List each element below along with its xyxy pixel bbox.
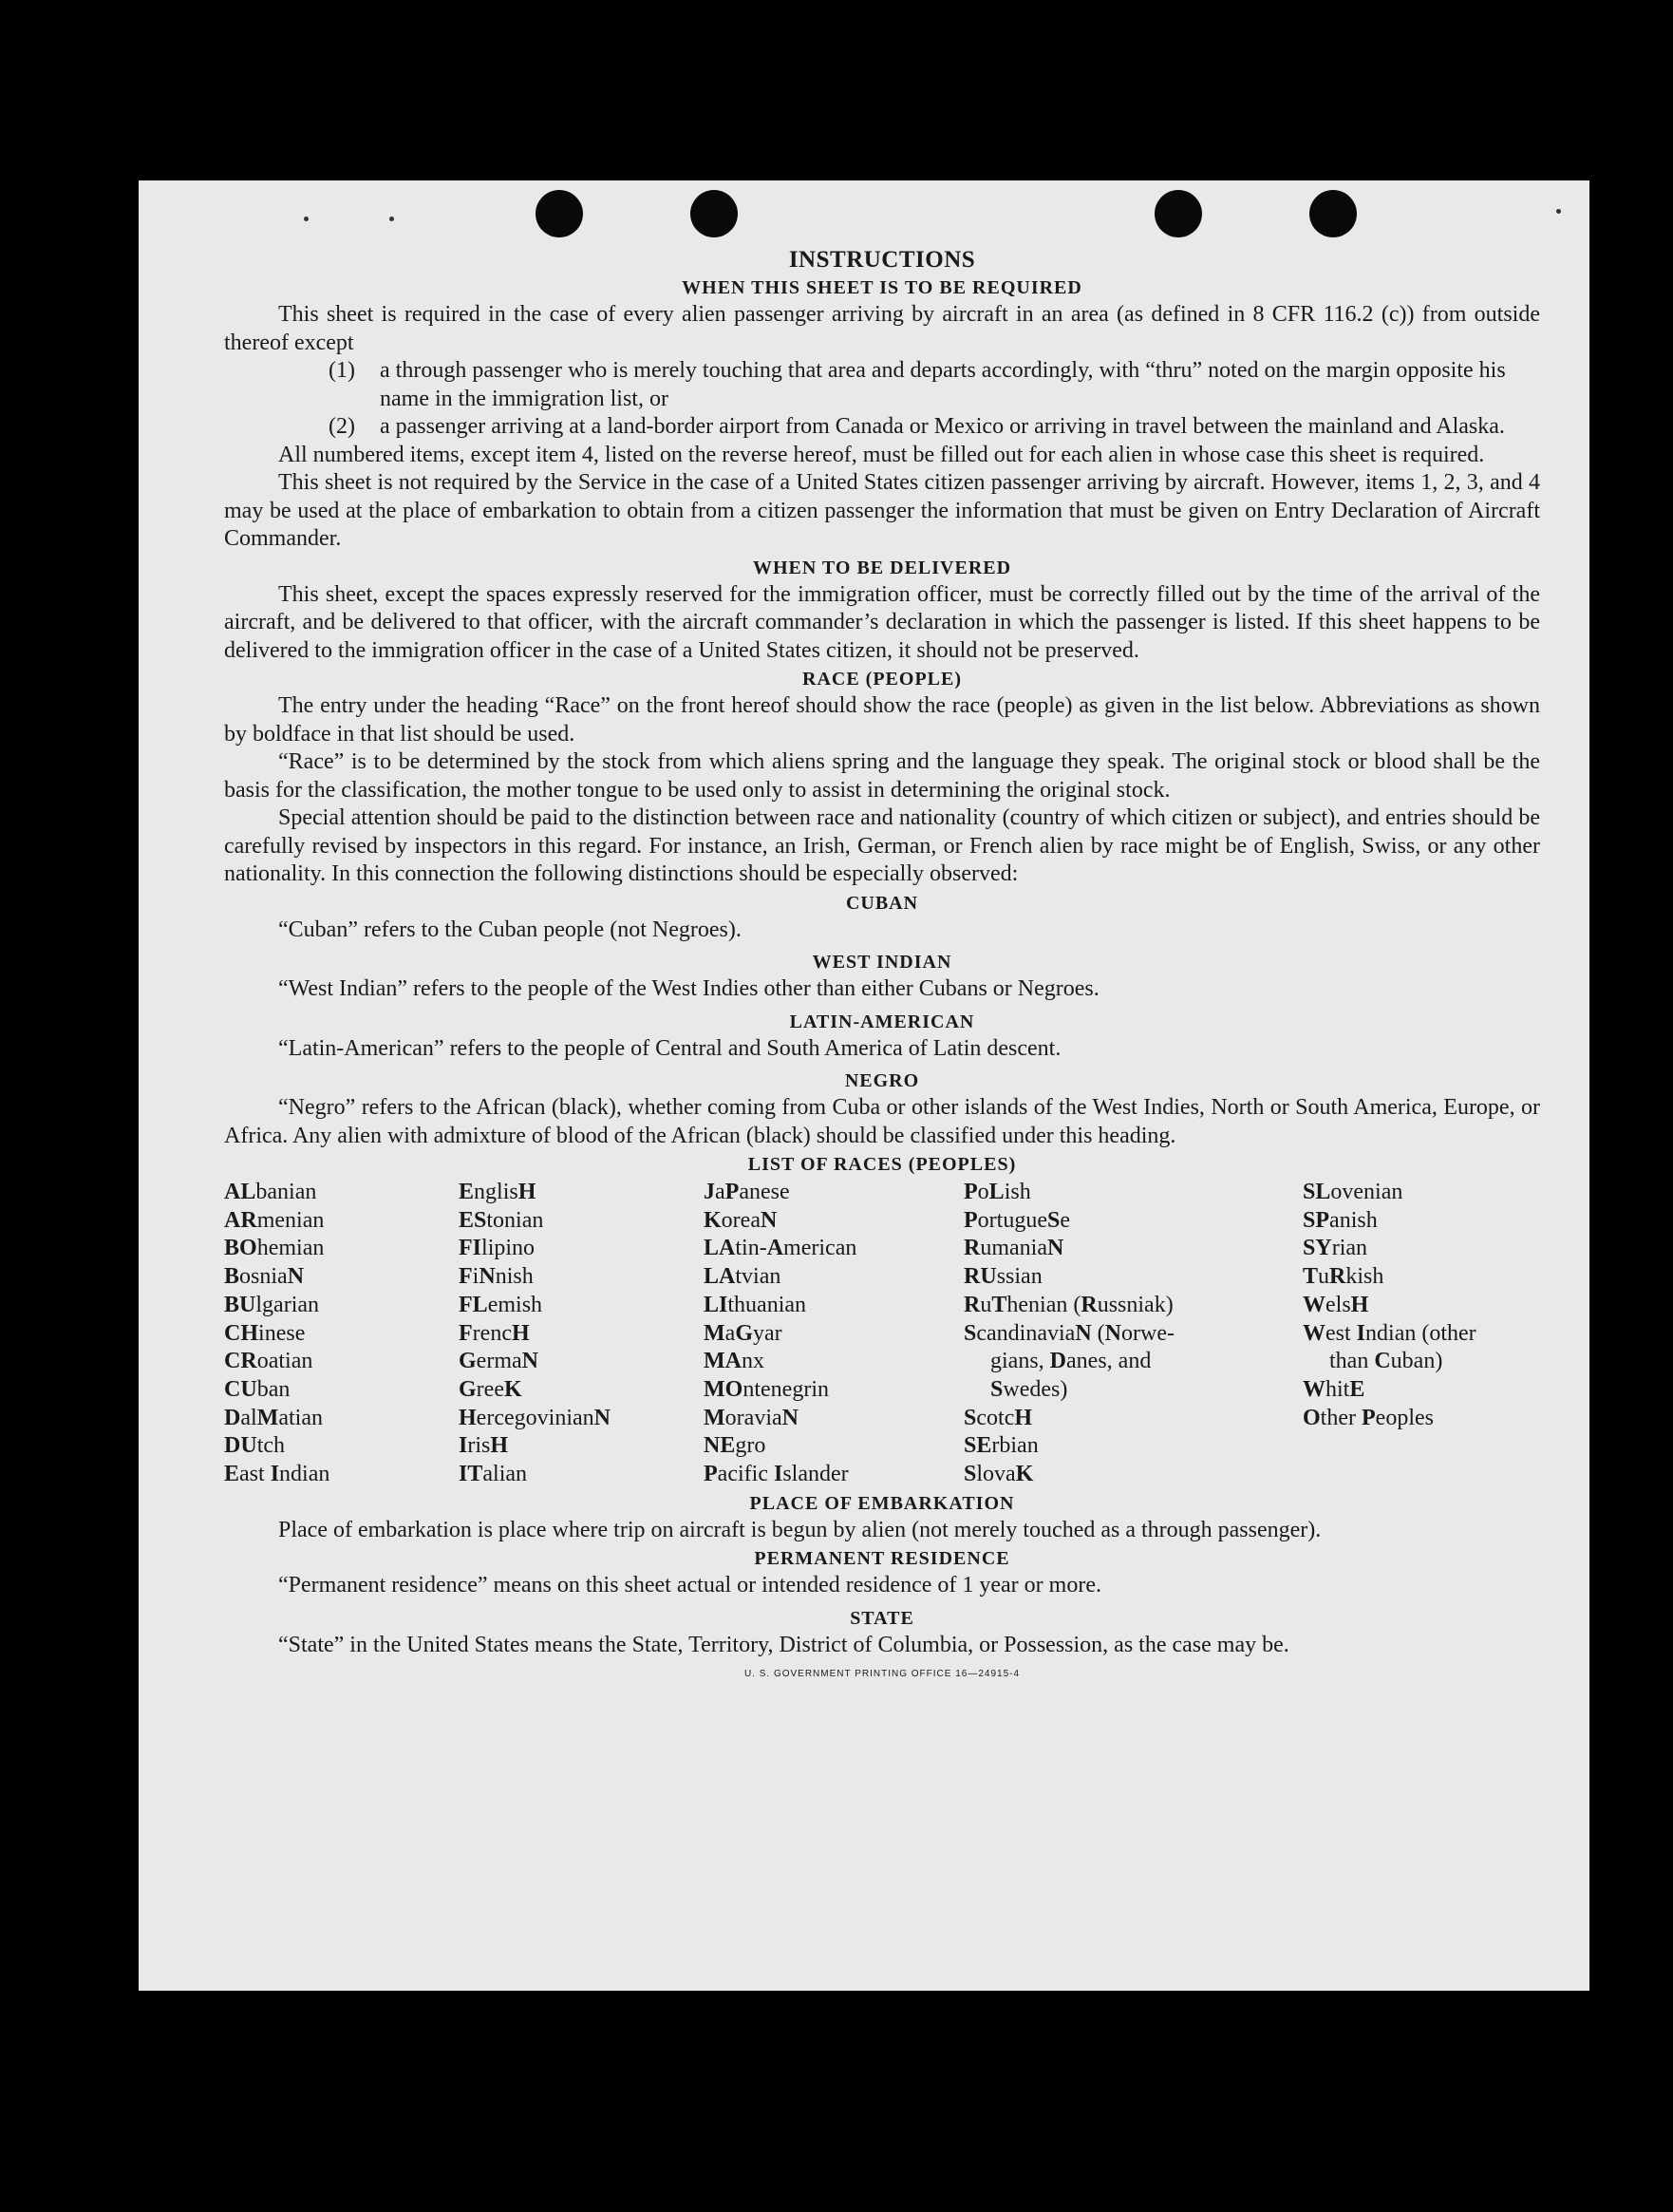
race-item: GermaN xyxy=(459,1349,538,1374)
section-heading: PERMANENT RESIDENCE xyxy=(754,1548,1010,1570)
paragraph: Place of embarkation is place where trip on aircraft is begun by alien (not merely touched as a through passenger). xyxy=(278,1517,1322,1542)
speck xyxy=(389,217,394,221)
section-heading: PLACE OF EMBARKATION xyxy=(749,1492,1015,1514)
race-item: BOhemian xyxy=(224,1236,325,1261)
section-heading: WEST INDIAN xyxy=(812,952,952,973)
race-item: KoreaN xyxy=(704,1207,778,1233)
section-heading: STATE xyxy=(850,1607,914,1629)
race-list xyxy=(224,1179,1540,1489)
race-item: CRoatian xyxy=(224,1349,313,1374)
punch-hole xyxy=(536,190,583,237)
race-item: BosniaN xyxy=(224,1264,305,1290)
item-number: (1) xyxy=(329,358,355,383)
race-item: East Indian xyxy=(224,1462,330,1487)
race-item: MaGyar xyxy=(704,1320,782,1346)
race-item: FrencH xyxy=(459,1320,530,1346)
list-item xyxy=(329,413,1540,442)
race-item: JaPanese xyxy=(704,1180,790,1204)
paragraph: This sheet is required in the case of every alien passenger arriving by aircraft in an area (as defined in 8 CFR 116.2 (c)) from outside thereof except xyxy=(224,302,1540,355)
race-item: LAtvian xyxy=(704,1264,781,1290)
race-item: DalMatian xyxy=(224,1405,323,1430)
race-item: ARmenian xyxy=(224,1207,325,1233)
race-item: RumaniaN xyxy=(964,1236,1064,1261)
punch-hole xyxy=(1309,190,1357,237)
punch-hole xyxy=(1155,190,1202,237)
section-heading: WHEN TO BE DELIVERED xyxy=(752,557,1012,578)
document-sheet xyxy=(139,180,1589,1991)
race-item: TuRkish xyxy=(1303,1264,1384,1290)
section-heading: LIST OF RACES (PEOPLES) xyxy=(747,1154,1017,1175)
definition-text: “Latin-American” refers to the people of Central and South America of Latin descent. xyxy=(278,1035,1062,1061)
race-column xyxy=(224,1179,459,1489)
race-item: SLovenian xyxy=(1303,1180,1403,1204)
race-item: PoLish xyxy=(964,1180,1031,1204)
paragraph: “Negro” refers to the African (black), whether coming from Cuba or other islands of the West Indies, North or South America, Europe, or Africa. Any alien with admixture of blood of the African (black) should be classified under this heading. xyxy=(224,1095,1540,1148)
race-item: EStonian xyxy=(459,1207,544,1233)
item-text: a passenger arriving at a land-border airport from Canada or Mexico or arriving in travel between the mainland and Alaska. xyxy=(380,414,1505,439)
race-column xyxy=(1303,1179,1540,1489)
section-heading: CUBAN xyxy=(845,892,919,914)
paragraph: “State” in the United States means the State, Territory, District of Columbia, or Possession, as the case may be. xyxy=(278,1632,1289,1657)
paragraph: This sheet, except the spaces expressly reserved for the immigration officer, must be correctly filled out by the time of the arrival of the aircraft, and be delivered to that officer, with the aircraft commander’s declaration in which the passenger is listed. If this sheet happens to be delivered to the immigration officer in the case of a United States citizen, it should not be preserved. xyxy=(224,581,1540,663)
race-item-continued: gians, Danes, and xyxy=(990,1349,1152,1374)
paragraph: This sheet is not required by the Service in the case of a United States citizen passenger arriving by aircraft. However, items 1, 2, 3, and 4 may be used at the place of embarkation to obtain from a citizen passenger the information that must be given on Entry Declaration of Aircraft Commander. xyxy=(224,470,1540,551)
page-title: INSTRUCTIONS xyxy=(788,247,976,273)
race-item: LIthuanian xyxy=(704,1292,807,1317)
race-item-continued: Swedes) xyxy=(990,1376,1068,1402)
race-item: RUssian xyxy=(964,1264,1043,1290)
item-number: (2) xyxy=(329,414,355,439)
race-item: SPanish xyxy=(1303,1207,1378,1233)
race-item: DUtch xyxy=(224,1433,286,1459)
race-item: IrisH xyxy=(459,1433,509,1459)
printer-imprint: U. S. GOVERNMENT PRINTING OFFICE 16—24915-4 xyxy=(743,1669,1021,1680)
race-item: ITalian xyxy=(459,1462,528,1487)
race-item: FiNnish xyxy=(459,1264,534,1290)
speck xyxy=(304,217,309,221)
paragraph: Special attention should be paid to the distinction between race and nationality (country of which citizen or subject), and entries should be carefully revised by inspectors in this regard. For instance, an Irish, German, or French alien by race might be of English, Swiss, or any other nationality. In this connection the following distinctions should be especially observed: xyxy=(224,805,1540,886)
race-item: WhitE xyxy=(1303,1376,1365,1402)
item-text: a through passenger who is merely touching that area and departs accordingly, with “thru” noted on the margin opposite his name in the immigration list, or xyxy=(380,358,1506,411)
section-heading: LATIN-AMERICAN xyxy=(789,1011,975,1032)
race-column xyxy=(704,1179,964,1489)
race-item: GreeK xyxy=(459,1376,522,1402)
race-item: MAnx xyxy=(704,1349,764,1374)
definition-text: “Permanent residence” means on this sheet actual or intended residence of 1 year or more. xyxy=(278,1573,1101,1598)
race-item: WelsH xyxy=(1303,1292,1369,1317)
punch-hole xyxy=(690,190,738,237)
race-item: ScotcH xyxy=(964,1405,1033,1430)
paragraph: “Race” is to be determined by the stock from which aliens spring and the language they speak. The original stock or blood shall be the basis for the classification, the mother tongue to be used only to assist in determining the original stock. xyxy=(224,749,1540,803)
race-item: MoraviaN xyxy=(704,1405,799,1430)
race-item: HercegovinianN xyxy=(459,1405,611,1430)
race-item-continued: than Cuban) xyxy=(1329,1349,1443,1374)
race-item: NEgro xyxy=(704,1433,766,1459)
race-column xyxy=(459,1179,704,1489)
race-item: CUban xyxy=(224,1376,291,1402)
race-item: FIlipino xyxy=(459,1236,536,1261)
race-item: ScandinaviaN (Norwe- xyxy=(964,1320,1175,1346)
race-item: SYrian xyxy=(1303,1236,1368,1261)
definition-text: “Cuban” refers to the Cuban people (not Negroes). xyxy=(278,917,742,942)
instructions-content xyxy=(224,247,1540,1679)
definition-text: “West Indian” refers to the people of the West Indies other than either Cubans or Negroes. xyxy=(278,976,1100,1001)
section-heading: WHEN THIS SHEET IS TO BE REQUIRED xyxy=(682,277,1082,298)
race-column xyxy=(964,1179,1303,1489)
race-item: BUlgarian xyxy=(224,1292,320,1317)
race-item: ALbanian xyxy=(224,1180,317,1204)
race-item: West Indian (other xyxy=(1303,1320,1476,1346)
race-item: FLemish xyxy=(459,1292,543,1317)
race-item: Other Peoples xyxy=(1303,1405,1434,1430)
paragraph: The entry under the heading “Race” on the front hereof should show the race (people) as given in the list below. Abbreviations as shown by boldface in that list should be used. xyxy=(224,693,1540,747)
list-item xyxy=(329,357,1540,413)
race-item: PortugueSe xyxy=(964,1207,1071,1233)
speck xyxy=(1556,209,1561,214)
race-item: SErbian xyxy=(964,1433,1039,1459)
race-item: LAtin-American xyxy=(704,1236,857,1261)
section-heading: RACE (PEOPLE) xyxy=(802,669,962,690)
race-item: EnglisH xyxy=(459,1180,536,1204)
paragraph: All numbered items, except item 4, listed on the reverse hereof, must be filled out for each alien in whose case this sheet is required. xyxy=(278,442,1485,467)
race-item: RuThenian (Russniak) xyxy=(964,1292,1174,1317)
race-item: MOntenegrin xyxy=(704,1376,829,1402)
race-item: Pacific Islander xyxy=(704,1462,849,1487)
section-heading: NEGRO xyxy=(844,1070,920,1091)
race-item: SlovaK xyxy=(964,1462,1034,1487)
race-item: CHinese xyxy=(224,1320,306,1346)
